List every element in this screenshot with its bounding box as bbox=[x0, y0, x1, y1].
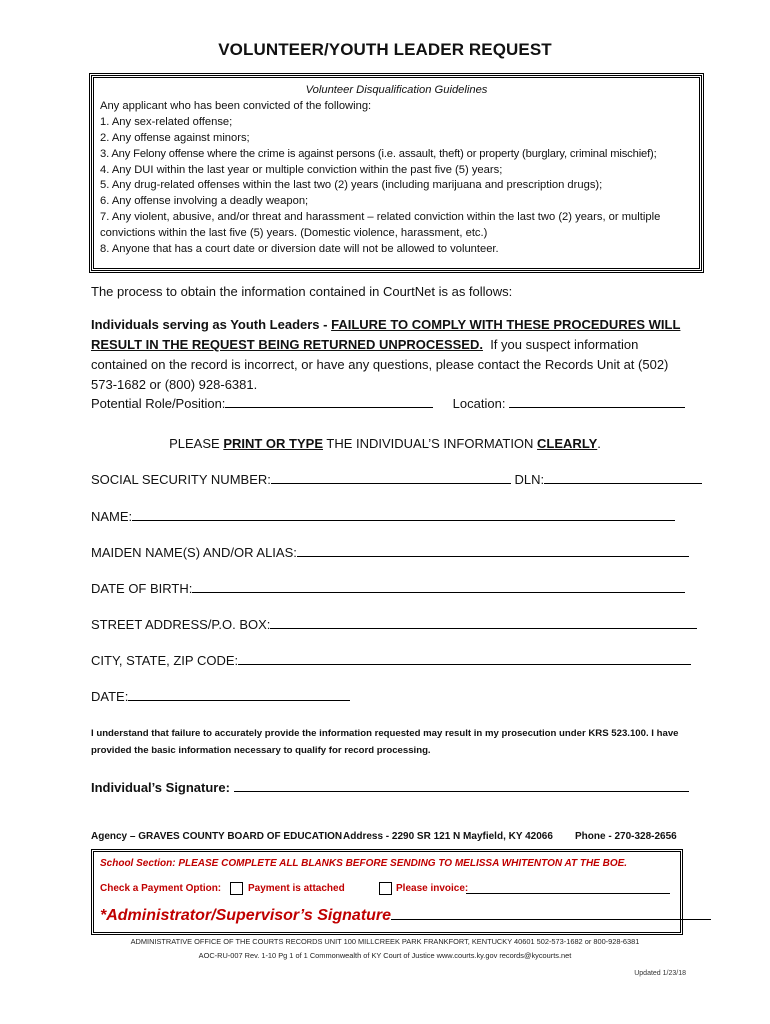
role-label: Potential Role/Position: bbox=[91, 396, 226, 411]
acknowledgement-text: I understand that failure to accurately provide the information requested may result in my prosecution under KRS 523.100. I have provided the basic information necessary to qualify for record processing. bbox=[91, 728, 679, 756]
payment-option-label: Check a Payment Option: bbox=[100, 883, 222, 894]
agency-phone: Phone - 270-328-2656 bbox=[575, 831, 677, 842]
street-input[interactable] bbox=[270, 617, 697, 629]
individuals-paragraph bbox=[91, 315, 691, 395]
print-instruction bbox=[0, 436, 770, 451]
print-instr-text: THE INDIVIDUAL’S INFORMATION bbox=[323, 436, 538, 451]
guideline-item: 8. Anyone that has a court date or diversion date will not be allowed to volunteer. bbox=[100, 243, 499, 256]
ssn-label: SOCIAL SECURITY NUMBER: bbox=[91, 472, 271, 487]
dln-input[interactable] bbox=[544, 472, 702, 484]
guideline-item: 4. Any DUI within the last year or multiple conviction within the past five (5) years; bbox=[100, 163, 503, 176]
name-row bbox=[91, 509, 675, 524]
maiden-label: MAIDEN NAME(S) AND/OR ALIAS: bbox=[91, 545, 297, 560]
city-input[interactable] bbox=[238, 653, 691, 665]
invoice-label: Please invoice: bbox=[396, 883, 469, 894]
contact-info: If you suspect information contained on the record is incorrect, or have any questions, please contact the Records Unit at (502) 573-1682 or (800) 928-6381. bbox=[91, 337, 673, 392]
date-label: DATE: bbox=[91, 689, 129, 704]
location-label: Location: bbox=[452, 396, 506, 411]
name-label: NAME: bbox=[91, 509, 133, 524]
admin-signature-label: *Administrator/Supervisor’s Signature bbox=[100, 907, 392, 924]
print-instr-text: PLEASE bbox=[169, 436, 224, 451]
city-row bbox=[91, 653, 691, 668]
guidelines-heading: Volunteer Disqualification Guidelines bbox=[305, 84, 488, 96]
updated-date: Updated 1/23/18 bbox=[634, 970, 686, 977]
clearly: CLEARLY bbox=[537, 436, 598, 451]
admin-signature-row bbox=[100, 906, 711, 925]
name-input[interactable] bbox=[132, 509, 675, 521]
date-input[interactable] bbox=[128, 689, 350, 701]
school-section-box bbox=[91, 849, 683, 935]
guideline-item: 2. Any offense against minors; bbox=[100, 131, 250, 144]
dob-row bbox=[91, 581, 685, 596]
ssn-dln-row bbox=[91, 472, 702, 487]
guideline-item: 5. Any drug-related offenses within the last two (2) years (including marijuana and prescription drugs); bbox=[100, 179, 603, 192]
agency-name: Agency – GRAVES COUNTY BOARD OF EDUCATION bbox=[91, 831, 343, 842]
maiden-row bbox=[91, 545, 689, 560]
admin-signature-input[interactable] bbox=[391, 906, 711, 920]
invoice-checkbox[interactable] bbox=[379, 882, 392, 895]
print-instr-period: . bbox=[597, 436, 601, 451]
dln-label: DLN: bbox=[514, 472, 545, 487]
dob-input[interactable] bbox=[192, 581, 685, 593]
disqualification-guidelines-box bbox=[91, 75, 702, 271]
date-row bbox=[91, 689, 350, 704]
invoice-input[interactable] bbox=[466, 883, 670, 894]
agency-address: Address - 2290 SR 121 N Mayfield, KY 42066 bbox=[343, 831, 553, 842]
guideline-item: 7. Any violent, abusive, and/or threat and harassment – related conviction within the last two (2) years, or multiple convictions within the last five (5) years. (Domestic violence, harassment, etc.) bbox=[100, 211, 661, 240]
guideline-item: 6. Any offense involving a deadly weapon; bbox=[100, 195, 309, 208]
signature-label: Individual’s Signature: bbox=[91, 780, 230, 795]
ssn-input[interactable] bbox=[271, 472, 511, 484]
location-input[interactable] bbox=[509, 396, 685, 408]
guideline-item: 3. Any Felony offense where the crime is against persons (i.e. assault, theft) or property (burglary, criminal mischief); bbox=[100, 147, 657, 160]
failure-warning: FAILURE TO COMPLY WITH THESE PROCEDURES WILL RESULT IN THE REQUEST BEING RETURNED UNPROCESSED. bbox=[91, 317, 681, 352]
street-label: STREET ADDRESS/P.O. BOX: bbox=[91, 617, 271, 632]
street-row bbox=[91, 617, 697, 632]
guideline-item: 1. Any sex-related offense; bbox=[100, 115, 233, 128]
signature-input[interactable] bbox=[234, 780, 689, 792]
process-text: The process to obtain the information contained in CourtNet is as follows: bbox=[91, 284, 513, 299]
city-label: CITY, STATE, ZIP CODE: bbox=[91, 653, 239, 668]
individuals-lead: Individuals serving as Youth Leaders - bbox=[91, 317, 332, 332]
print-or-type: PRINT OR TYPE bbox=[223, 436, 323, 451]
payment-attached-label: Payment is attached bbox=[248, 883, 345, 894]
signature-row bbox=[91, 780, 689, 795]
maiden-input[interactable] bbox=[297, 545, 689, 557]
dob-label: DATE OF BIRTH: bbox=[91, 581, 193, 596]
footer-address: ADMINISTRATIVE OFFICE OF THE COURTS RECORDS UNIT 100 MILLCREEK PARK FRANKFORT, KENTUCKY 40601 502-573-1682 or 800-928-6381 bbox=[130, 937, 640, 946]
role-input[interactable] bbox=[225, 396, 433, 408]
footer-form-id: AOC-RU-007 Rev. 1-10 Pg 1 of 1 Commonwealth of KY Court of Justice www.courts.ky.gov records@kycourts.net bbox=[198, 951, 572, 960]
school-section-title: School Section: PLEASE COMPLETE ALL BLANKS BEFORE SENDING TO MELISSA WHITENTON AT THE BOE. bbox=[100, 858, 628, 869]
payment-attached-checkbox[interactable] bbox=[230, 882, 243, 895]
guidelines-intro: Any applicant who has been convicted of the following: bbox=[100, 99, 372, 112]
page-title: VOLUNTEER/YOUTH LEADER REQUEST bbox=[218, 40, 552, 59]
role-location-row bbox=[91, 396, 685, 411]
